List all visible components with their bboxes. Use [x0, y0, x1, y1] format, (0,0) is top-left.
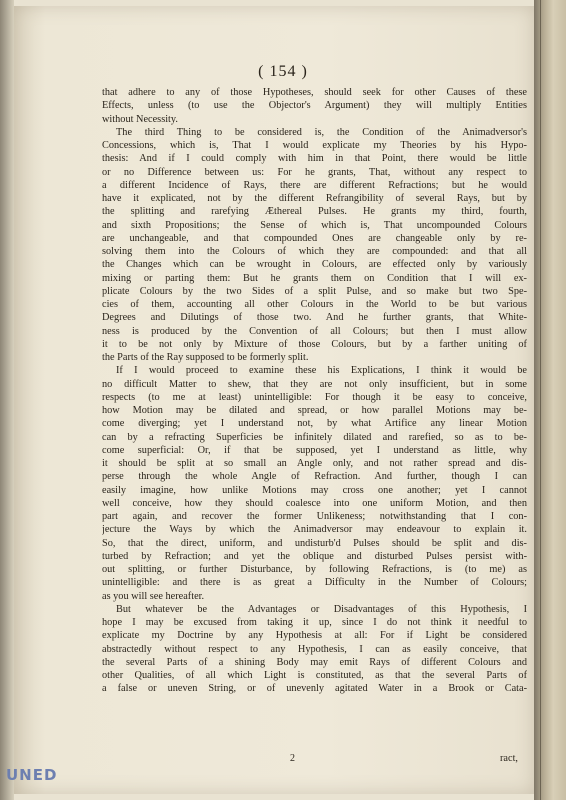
text-line: So, that the direct, uniform, and undisturb'd Pulses should be split and dis- [102, 537, 527, 549]
text-line: But whatever be the Advantages or Disadvantages of this Hypothesis, I [116, 603, 527, 615]
text-line: the several Parts of a shining Body may emit Rays of different Colours and [102, 656, 527, 668]
adjacent-page-edge [534, 0, 566, 800]
text-line: the Parts of the Ray supposed to be formerly split. [102, 352, 309, 363]
text-line: plicate Colours by the two Sides of a split Pulse, and so make but two Spe- [102, 285, 527, 297]
text-line: well conceive, how they should coalesce into one uniform Motion, and then [102, 497, 527, 509]
page-edge-line [540, 0, 541, 800]
text-line: can by a refracting Superficies be infinitely dilated and rarefied, so as to be- [102, 431, 527, 443]
text-line: unintelligible: and there is as great a Difficulty in the Number of Colours; [102, 577, 527, 589]
text-line: how Motion may be dilated and spread, or how parallel Motions may be- [102, 405, 527, 416]
text-line: explicate my Doctrine by any Hypothesis at all: For if Light be considered [102, 630, 527, 642]
text-line: respects (to me at least) unintelligible: For though it be easy to conceive, [102, 391, 527, 403]
body-text [102, 86, 527, 696]
text-line: perse through the whole Angle of Refraction. And further, though I can [102, 471, 527, 483]
text-line: part again, and recover the former Unlikeness; notwithstanding that I con- [102, 511, 527, 522]
text-line: it to be not only by Mixture of those Colours, but by a farther uniting of [102, 338, 527, 350]
text-line: the splitting and rarefying Æthereal Pulses. He grants my third, fourth, [102, 206, 527, 218]
text-line: are unchangeable, and that compounded Ones are changeable only by re- [102, 232, 527, 244]
text-line: hope I may be excused from taking it up, since I do not think it needful to [102, 617, 527, 628]
text-line: have it explicated, not by the different Refrangibility of several Rays, but by [102, 193, 527, 204]
text-line: other Qualities, of all which Light is constituted, as that the several Parts of [102, 670, 527, 681]
text-line: as you will see hereafter. [102, 590, 205, 602]
text-line: thesis: And if I could comply with him in that Point, there would be little [102, 153, 527, 165]
text-line: and sixth Propositions; the Sense of which is, That uncompounded Colours [102, 219, 527, 231]
text-line: out splitting, or further Disturbance, by following Refractions, is (to me) as [102, 564, 527, 575]
binding-shadow [0, 0, 14, 800]
text-line: that adhere to any of those Hypotheses, should seek for other Causes of these [102, 87, 527, 98]
text-line: turbed by Refraction; and yet the oblique and disturbed Pulses persist with- [102, 550, 527, 562]
text-line: come superficial: Or, if that be supposed, yet I understand as little, why [102, 444, 527, 456]
text-line: the Changes which can be wrought in Colours, are effected only by variously [102, 259, 527, 271]
text-line: no difficult Matter to shew, that they are not only insufficient, but in some [102, 378, 527, 390]
catchword: ract, [500, 753, 519, 764]
text-line: Effects, unless (to use the Objector's Argument) they will multiply Entities [102, 100, 527, 112]
text-line: abstractedly without respect to any Hypothesis, I can as easily conceive, that [102, 643, 527, 655]
text-line: jecture the Ways by which the Animadversor may endeavour to explain it. [102, 524, 527, 536]
text-line: solving them into the Colours of which they are compounded: and that all [102, 246, 527, 257]
text-line: come diverging; yet I understand not, by what Artifice any linear Motion [102, 418, 527, 430]
text-line: or no Difference between us: For he grants, That, without any respect to [102, 166, 527, 178]
signature-mark: 2 [290, 753, 295, 764]
text-line: a false or uneven String, or of unevenly agitated Water in a Brook or Cata- [102, 683, 527, 695]
library-stamp: UNED [6, 766, 58, 784]
text-line: it should be split at so small an Angle only, and not rather spread and dis- [102, 458, 527, 469]
text-line: Degrees and Dilutings of those two. And he further grants, that White- [102, 312, 527, 324]
text-line: a different Incidence of Rays, there are different Refractions; but he would [102, 179, 527, 191]
text-line: ness is produced by the Convention of all Colours; but then I must allow [102, 325, 527, 337]
text-line: without Necessity. [102, 113, 178, 125]
text-line: cies of them, accounting all other Colours in the World to be but various [102, 299, 527, 310]
text-line: Concessions, which is, That I would explicate my Theories by his Hypo- [102, 140, 527, 151]
text-line: easily imagine, how unlike Motions may cross one another; yet I cannot [102, 484, 527, 496]
text-line: If I would proceed to examine these his Explications, I think it would be [116, 365, 527, 377]
page-number: ( 154 ) [258, 63, 308, 80]
text-line: mixing or parting them: But he grants them on Condition that I will ex- [102, 272, 527, 284]
text-line: The third Thing to be considered is, the Condition of the Animadversor's [116, 126, 527, 138]
